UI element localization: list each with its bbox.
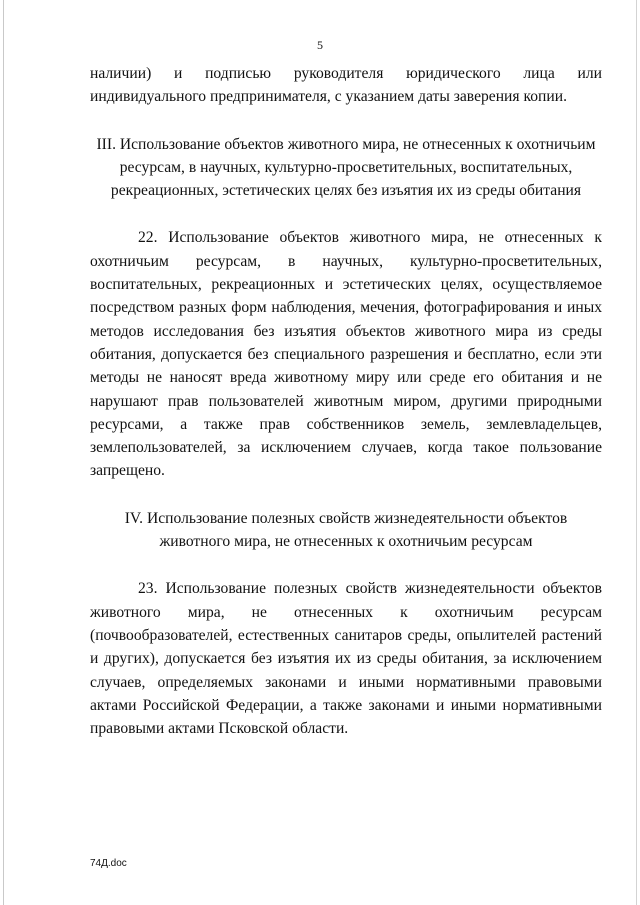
scan-edge-left bbox=[3, 0, 4, 905]
footer-filename: 74Д.doc bbox=[90, 858, 127, 869]
scan-edge-right bbox=[636, 0, 637, 905]
section-4-heading: IV. Использование полезных свойств жизнедеятельности объектов животного мира, не отнесенных к охотничьим ресурсам bbox=[124, 509, 568, 551]
clause-22-paragraph: 22. Использование объектов животного мира, не отнесенных к охотничьим ресурсам, в научных, культурно-просветительных, воспитательных, рекреационных и эстетических целях, осуществляемое посредством разных форм наблюдения, мечения, фотографирования и иных методов исследования без изъятия объектов животного мира из среды обитания, допускается без специального разрешения и бесплатно, если эти методы не наносят вреда животному миру или среде его обитания и не нарушают прав пользователей животным миром, другими природными ресурсами, а также прав собственников земель, землевладельцев, землепользователей, за исключением случаев, когда такое пользование запрещено. bbox=[90, 229, 602, 480]
continuation-paragraph: наличии) и подписью руководителя юридического лица или индивидуального предпринимателя, с указанием даты заверения копии. bbox=[90, 65, 602, 106]
page-number: 5 bbox=[317, 38, 323, 52]
document-body bbox=[90, 62, 602, 740]
section-3-heading: III. Использование объектов животного мира, не отнесенных к охотничьим ресурсам, в научных, культурно-просветительных, воспитательных, рекреационных, эстетических целях без изъятия их из среды обитания bbox=[96, 135, 596, 200]
clause-23-paragraph: 23. Использование полезных свойств жизнедеятельности объектов животного мира, не отнесенных к охотничьим ресурсам (почвообразователей, естественных санитаров среды, опылителей растений и других), допускается без изъятия их из среды обитания, за исключением случаев, определяемых законами и иными нормативными правовыми актами Российской Федерации, а также законами и иными нормативными правовыми актами Псковской области. bbox=[90, 580, 602, 738]
